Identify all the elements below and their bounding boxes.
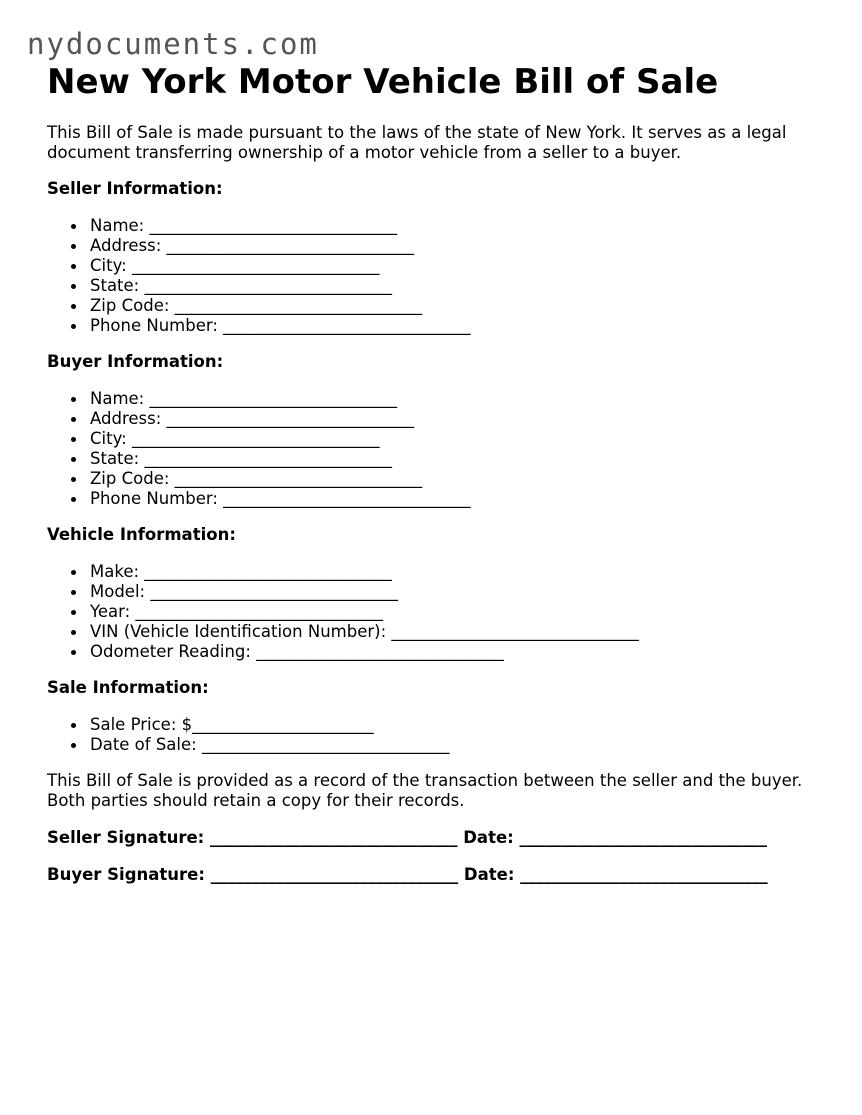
buyer-phone-field: Phone Number: ______________________________ xyxy=(71,489,817,509)
seller-state-field: State: ______________________________ xyxy=(71,276,817,296)
sale-date-field: Date of Sale: ______________________________ xyxy=(71,735,817,755)
seller-city-field: City: ______________________________ xyxy=(71,256,817,276)
vehicle-year-field: Year: ______________________________ xyxy=(71,602,817,622)
buyer-signature-line: Buyer Signature: ______________________________ Date: ______________________________ xyxy=(47,865,768,884)
vehicle-section-heading: Vehicle Information: xyxy=(47,525,236,544)
intro-paragraph: This Bill of Sale is made pursuant to the laws of the state of New York. It serves as a legal document transferring ownership of a motor vehicle from a seller to a buyer. xyxy=(47,123,787,162)
vehicle-odometer-field: Odometer Reading: ______________________________ xyxy=(71,642,817,662)
buyer-city-field: City: ______________________________ xyxy=(71,429,817,449)
seller-section-heading: Seller Information: xyxy=(47,179,223,198)
page-title: New York Motor Vehicle Bill of Sale xyxy=(47,62,719,102)
sale-price-field: Sale Price: $______________________ xyxy=(71,715,817,735)
buyer-section-heading: Buyer Information: xyxy=(47,352,224,371)
buyer-state-field: State: ______________________________ xyxy=(71,449,817,469)
vehicle-model-field: Model: ______________________________ xyxy=(71,582,817,602)
seller-phone-field: Phone Number: ______________________________ xyxy=(71,316,817,336)
buyer-name-field: Name: ______________________________ xyxy=(71,389,817,409)
seller-name-field: Name: ______________________________ xyxy=(71,216,817,236)
seller-field-list xyxy=(47,216,817,336)
sale-section-heading: Sale Information: xyxy=(47,678,209,697)
site-watermark: nydocuments.com xyxy=(27,27,319,61)
seller-signature-line: Seller Signature: ______________________________ Date: ______________________________ xyxy=(47,828,767,847)
document-body xyxy=(47,123,817,902)
vehicle-make-field: Make: ______________________________ xyxy=(71,562,817,582)
buyer-zip-field: Zip Code: ______________________________ xyxy=(71,469,817,489)
vehicle-vin-field: VIN (Vehicle Identification Number): ______________________________ xyxy=(71,622,817,642)
closing-paragraph: This Bill of Sale is provided as a record of the transaction between the seller and the buyer. Both parties should retain a copy for their records. xyxy=(47,771,803,810)
buyer-field-list xyxy=(47,389,817,509)
seller-zip-field: Zip Code: ______________________________ xyxy=(71,296,817,316)
buyer-address-field: Address: ______________________________ xyxy=(71,409,817,429)
sale-field-list xyxy=(47,715,817,755)
seller-address-field: Address: ______________________________ xyxy=(71,236,817,256)
vehicle-field-list xyxy=(47,562,817,662)
